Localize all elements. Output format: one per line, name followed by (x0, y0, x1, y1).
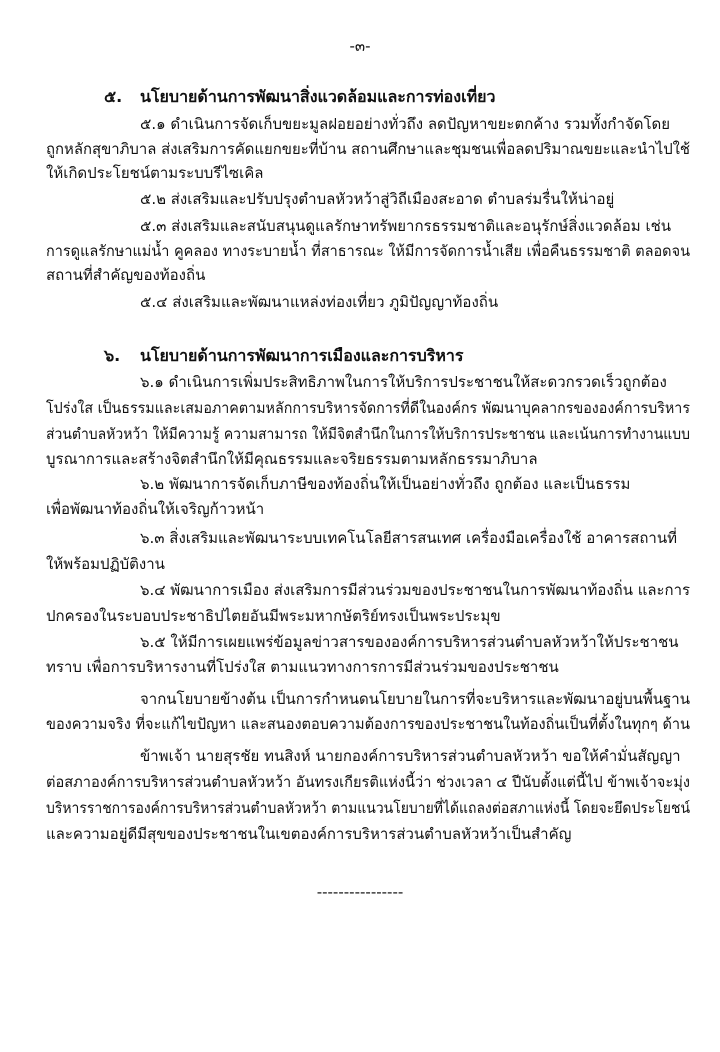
paragraph-line: ๕.๒ ส่งเสริมและปรับปรุงตำบลหัวหว้าสู่วิถีเมืองสะอาด ตำบลร่มรื่นให้น่าอยู่ (140, 190, 615, 208)
section-5-number: ๕. (104, 87, 123, 106)
section-6-title: นโยบายด้านการพัฒนาการเมืองและการบริหาร (140, 346, 464, 365)
paragraph-line: ๕.๓ ส่งเสริมและสนับสนุนดูแลรักษาทรัพยากรธรรมชาติและอนุรักษ์สิ่งแวดล้อม เช่น (140, 217, 672, 235)
section-6-number: ๖. (104, 346, 121, 365)
paragraph-line: สถานที่สำคัญของท้องถิ่น (46, 266, 206, 284)
paragraph-line: ๕.๔ ส่งเสริมและพัฒนาแหล่งท่องเที่ยว ภูมิปัญญาท้องถิ่น (140, 293, 499, 311)
paragraph-line: โปร่งใส เป็นธรรมและเสมอภาคตามหลักการบริหารจัดการที่ดีในองค์กร พัฒนาบุคลากรขององค์การบริหาร (46, 399, 690, 417)
page-number: -๓- (349, 37, 371, 55)
paragraph-line: ๖.๕ ให้มีการเผยแพร่ข้อมูลข่าวสารขององค์การบริหารส่วนตำบลหัวหว้าให้ประชาชน (140, 633, 679, 651)
section-5-title: นโยบายด้านการพัฒนาสิ่งแวดล้อมและการท่องเที่ยว (140, 87, 496, 106)
paragraph-line: เพื่อพัฒนาท้องถิ่นให้เจริญก้าวหน้า (46, 500, 265, 518)
paragraph-line: ทราบ เพื่อการบริหารงานที่โปร่งใส ตามแนวทางการการมีส่วนร่วมของประชาชน (46, 658, 559, 676)
paragraph-line: ให้เกิดประโยชน์ตามระบบรีไซเคิล (46, 164, 264, 182)
paragraph-line: ๖.๓ สิ่งเสริมและพัฒนาระบบเทคโนโลยีสารสนเทศ เครื่องมือเครื่องใช้ อาคารสถานที่ (140, 529, 677, 547)
paragraph-line: จากนโยบายข้างต้น เป็นการกำหนดนโยบายในการที่จะบริหารและพัฒนาอยู่บนพื้นฐาน (140, 690, 690, 708)
paragraph-line: ๖.๑ ดำเนินการเพิ่มประสิทธิภาพในการให้บริการประชาชนให้สะดวกรวดเร็วถูกต้อง (140, 373, 667, 391)
paragraph-line: ปกครองในระบอบประชาธิปไตยอันมีพระมหากษัตริย์ทรงเป็นพระประมุข (46, 607, 501, 625)
paragraph-line: ให้พร้อมปฏิบัติงาน (46, 555, 165, 573)
paragraph-line: และความอยู่ดีมีสุขของประชาชนในเขตองค์การบริหารส่วนตำบลหัวหว้าเป็นสำคัญ (46, 825, 572, 843)
paragraph-line: ข้าพเจ้า นายสุรชัย ทนสิงห์ นายกองค์การบริหารส่วนตำบลหัวหว้า ขอให้คำมั่นสัญญา (140, 747, 681, 765)
paragraph-line: ส่วนตำบลหัวหว้า ให้มีความรู้ ความสามารถ ให้มีจิตสำนึกในการให้บริการประชาชน และเน้นการทำงานแบบ (46, 425, 690, 443)
paragraph-line: ๖.๒ พัฒนาการจัดเก็บภาษีของท้องถิ่นให้เป็นอย่างทั่วถึง ถูกต้อง และเป็นธรรม (140, 475, 631, 493)
paragraph-line: การดูแลรักษาแม่น้ำ คูคลอง ทางระบายน้ำ ที่สาธารณะ ให้มีการจัดการน้ำเสีย เพื่อคืนธรรมชาติ ตลอดจน (46, 242, 690, 260)
paragraph-line: บริหารราชการองค์การบริหารส่วนตำบลหัวหว้า ตามแนวนโยบายที่ได้แถลงต่อสภาแห่งนี้ โดยจะยึดประโยชน์ (46, 799, 690, 817)
paragraph-line: บูรณาการและสร้างจิตสำนึกให้มีคุณธรรมและจริยธรรมตามหลักธรรมาภิบาล (46, 450, 538, 468)
end-separator: ---------------- (316, 883, 404, 901)
paragraph-line: ของความจริง ที่จะแก้ไขปัญหา และสนองตอบความต้องการของประชาชนในท้องถิ่นเป็นที่ตั้งในทุกๆ ด้าน (46, 715, 691, 733)
paragraph-line: ๕.๑ ดำเนินการจัดเก็บขยะมูลฝอยอย่างทั่วถึง ลดปัญหาขยะตกค้าง รวมทั้งกำจัดโดย (140, 115, 671, 133)
paragraph-line: ถูกหลักสุขาภิบาล ส่งเสริมการคัดแยกขยะที่บ้าน สถานศึกษาและชุมชนเพื่อลดปริมาณขยะและนำไปใช้ (46, 140, 691, 158)
paragraph-line: ต่อสภาองค์การบริหารส่วนตำบลหัวหว้า อันทรงเกียรติแห่งนี้ว่า ช่วงเวลา ๔ ปีนับตั้งแต่นี้ไป ข้าพเจ้าจะมุ่ง (46, 773, 690, 791)
paragraph-line: ๖.๔ พัฒนาการเมือง ส่งเสริมการมีส่วนร่วมของประชาชนในการพัฒนาท้องถิ่น และการ (140, 581, 690, 599)
